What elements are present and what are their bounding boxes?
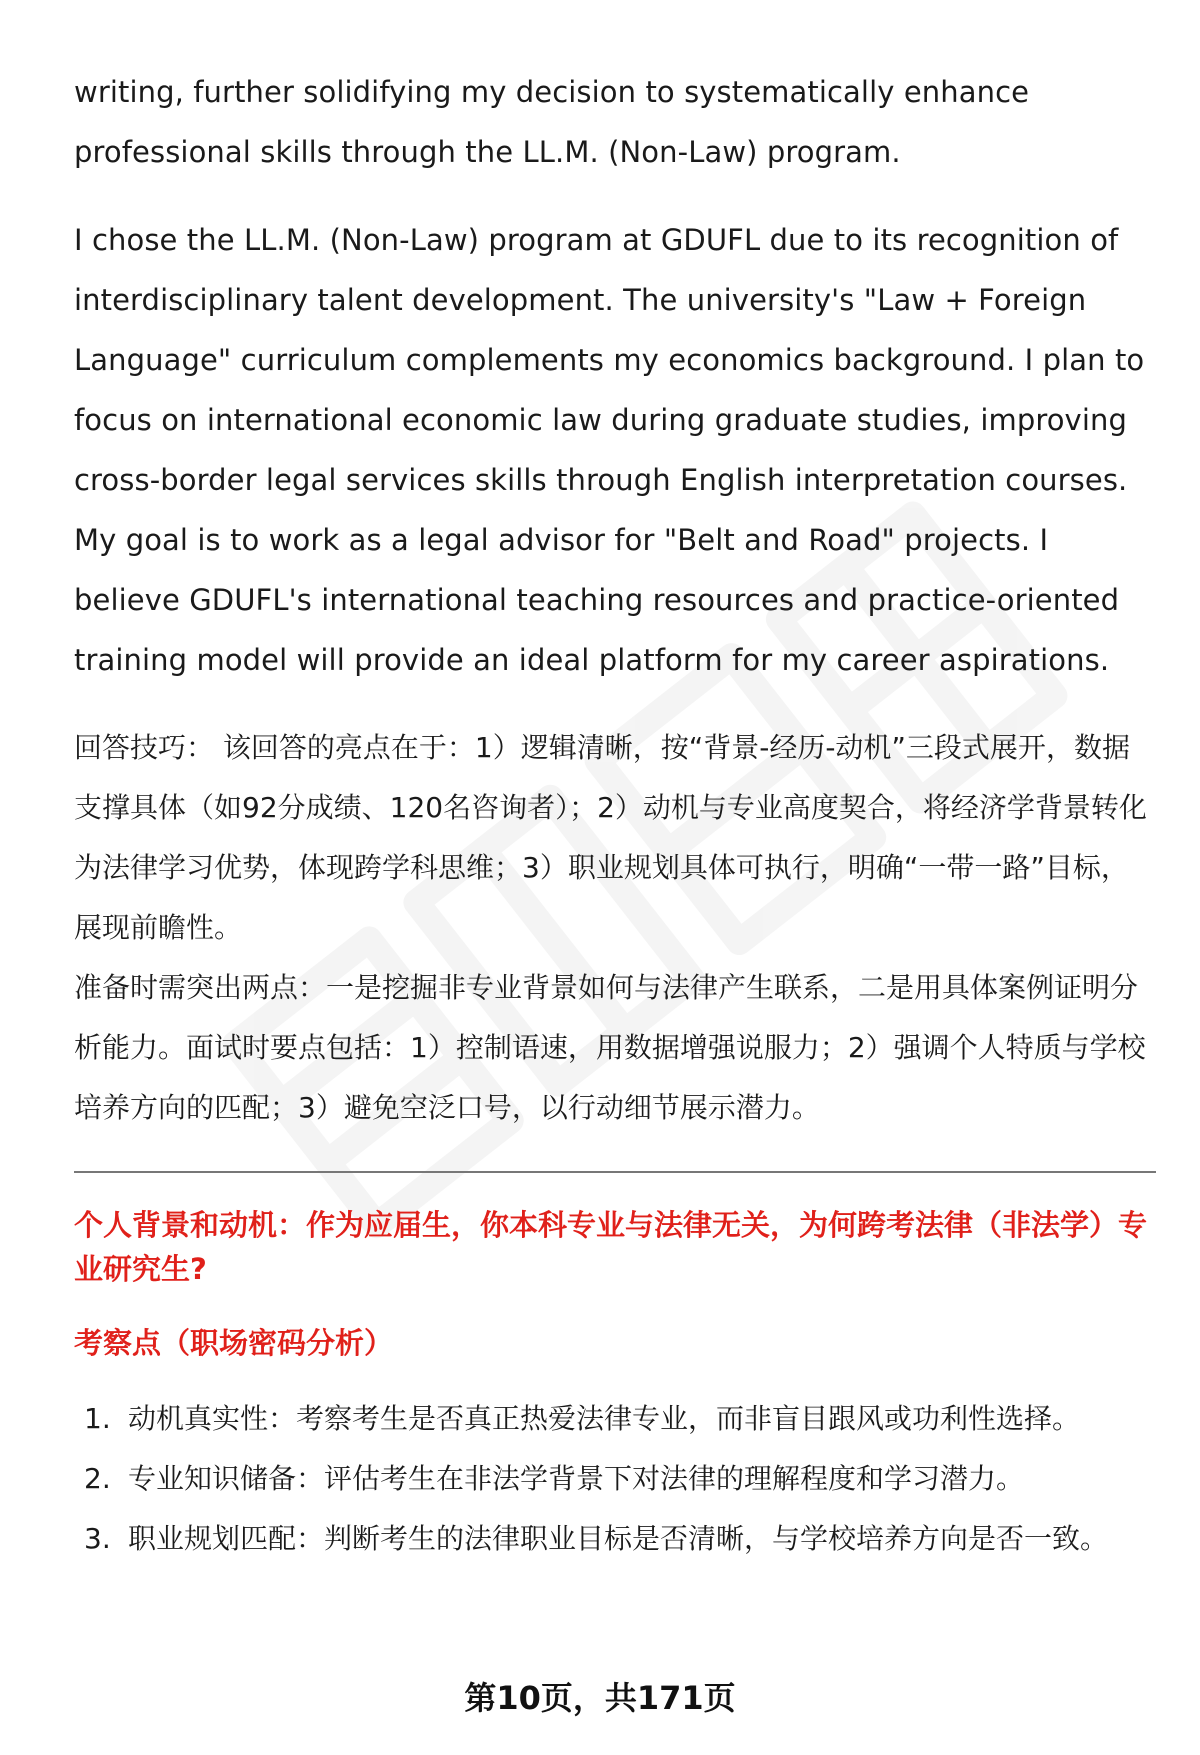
list-item-text: 职业规划匹配：判断考生的法律职业目标是否清晰，与学校培养方向是否一致。 bbox=[128, 1522, 1109, 1555]
list-item-number: 3. bbox=[84, 1522, 111, 1555]
list-item-number: 1. bbox=[84, 1402, 111, 1435]
question-title: 个人背景和动机：作为应届生，你本科专业与法律无关，为何跨考法律（非法学）专业研究生? bbox=[74, 1208, 1148, 1286]
page-number: 第10页，共171页 bbox=[464, 1679, 736, 1717]
document-page bbox=[74, 62, 1154, 1569]
answer-tips: 回答技巧： 该回答的亮点在于：1）逻辑清晰，按“背景-经历-动机”三段式展开，数据支撑具体（如92分成绩、120名咨询者）；2）动机与专业高度契合，将经济学背景转化为法律学习优势，体现跨学科思维；3）职业规划具体可执行，明确“一带一路”目标，展现前瞻性。 bbox=[74, 731, 1147, 944]
paragraph-continuation: writing, further solidifying my decision to systematically enhance professional skills through the LL.M. (Non-Law) program. bbox=[74, 75, 1030, 169]
list-item bbox=[74, 1509, 1154, 1569]
list-item-text: 动机真实性：考察考生是否真正热爱法律专业，而非盲目跟风或功利性选择。 bbox=[128, 1402, 1081, 1435]
assessment-points-list bbox=[74, 1389, 1154, 1569]
section-title: 考察点（职场密码分析） bbox=[74, 1326, 394, 1360]
list-item-text: 专业知识储备：评估考生在非法学背景下对法律的理解程度和学习潜力。 bbox=[128, 1462, 1025, 1495]
preparation-notes: 准备时需突出两点：一是挖掘非专业背景如何与法律产生联系，二是用具体案例证明分析能力。面试时要点包括：1）控制语速，用数据增强说服力；2）强调个人特质与学校培养方向的匹配；3）避免空泛口号，以行动细节展示潜力。 bbox=[74, 971, 1146, 1124]
paragraph-motivation: I chose the LL.M. (Non-Law) program at GDUFL due to its recognition of interdisciplinary talent development. The university's "Law + Foreign Language" curriculum complements my economics background. I plan to focus on international economic law during graduate studies, improving cross-border legal services skills through English interpretation courses. My goal is to work as a legal advisor for "Belt and Road" projects. I believe GDUFL's international teaching resources and practice-oriented training model will provide an ideal platform for my career aspirations. bbox=[74, 223, 1145, 677]
list-item bbox=[74, 1449, 1154, 1509]
section-divider bbox=[74, 1171, 1156, 1173]
list-item bbox=[74, 1389, 1154, 1449]
list-item-number: 2. bbox=[84, 1462, 111, 1495]
